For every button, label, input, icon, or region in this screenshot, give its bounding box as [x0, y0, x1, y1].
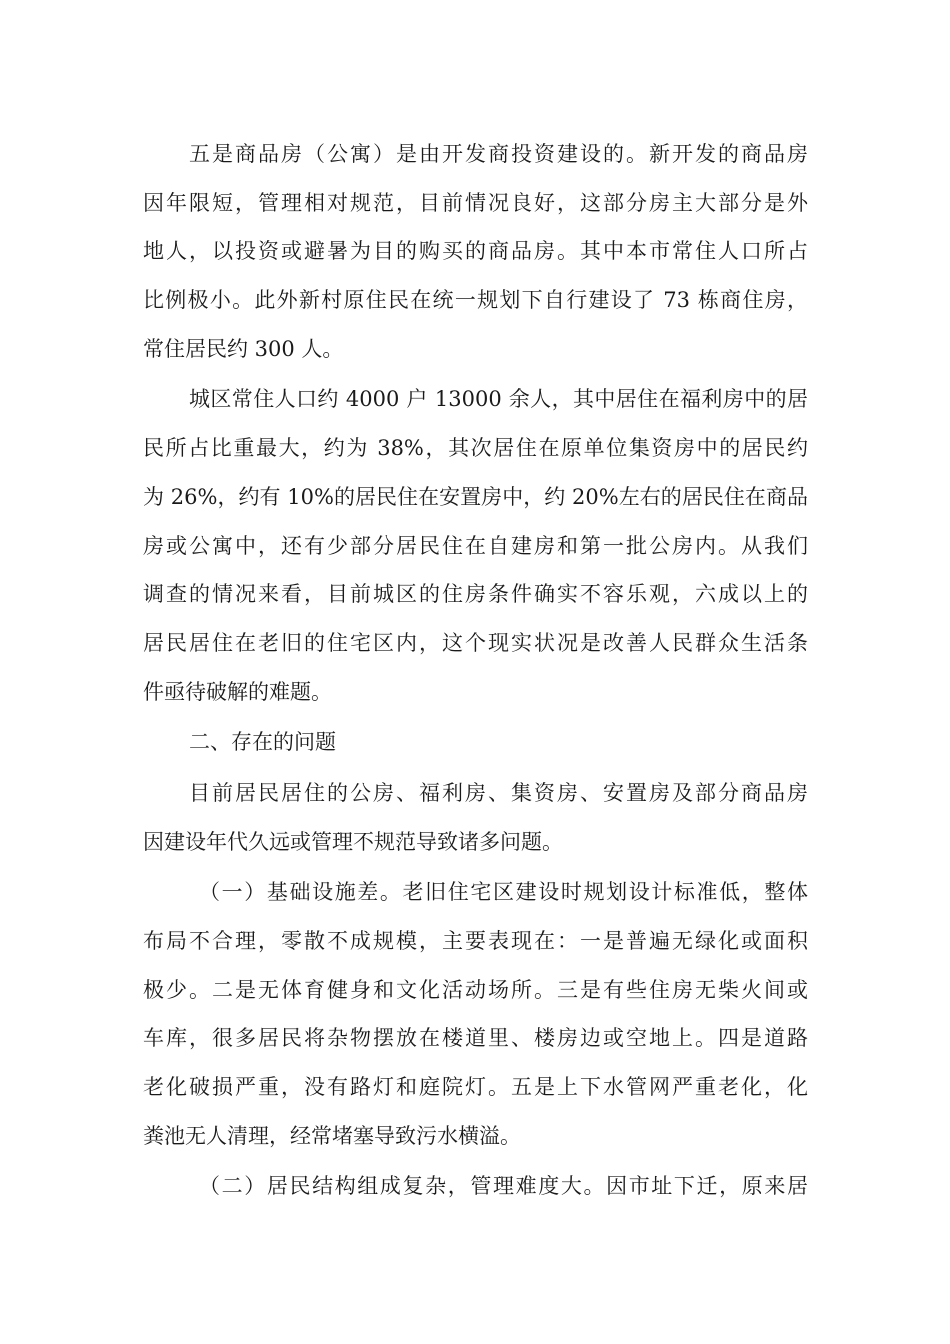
text-line: 老化破损严重，没有路灯和庭院灯。五是上下水管网严重老化，化 — [143, 1075, 808, 1100]
text-line: 因年限短，管理相对规范，目前情况良好，这部分房主大部分是外 — [143, 190, 808, 215]
text-line: 车库，很多居民将杂物摆放在楼道里、楼房边或空地上。四是道路 — [143, 1026, 808, 1051]
paragraph-commercial-housing — [143, 130, 808, 373]
text-line: 极少。二是无体育健身和文化活动场所。三是有些住房无柴火间或 — [143, 977, 808, 1002]
paragraph-population — [143, 375, 808, 716]
section-heading — [143, 718, 808, 767]
text-line: 布局不合理，零散不成规模，主要表现在：一是普遍无绿化或面积 — [143, 929, 808, 953]
text-line: 居民居住在老旧的住宅区内，这个现实状况是改善人民群众生活条 — [143, 630, 808, 655]
text-line: 为 26%，约有 10%的居民住在安置房中，约 20%左右的居民住在商品 — [143, 484, 808, 509]
text-line: 地人，以投资或避暑为目的购买的商品房。其中本市常住人口所占 — [143, 239, 808, 264]
text-line: 粪池无人清理，经常堵塞导致污水横溢。 — [143, 1123, 521, 1148]
text-line: 五是商品房（公寓）是由开发商投资建设的。新开发的商品房 — [189, 142, 808, 166]
text-line: 调查的情况来看，目前城区的住房条件确实不容乐观，六成以上的 — [143, 582, 808, 607]
heading-text: 二、存在的问题 — [189, 730, 336, 755]
text-line: 件亟待破解的难题。 — [143, 679, 332, 704]
text-line: 目前居民居住的公房、福利房、集资房、安置房及部分商品房 — [189, 780, 808, 805]
text-line: 因建设年代久远或管理不规范导致诸多问题。 — [143, 829, 563, 854]
text-line: 城区常住人口约 4000 户 13000 余人，其中居住在福利房中的居 — [189, 387, 808, 412]
text-line: 民所占比重最大，约为 38%，其次居住在原单位集资房中的居民约 — [143, 436, 808, 461]
paragraph-problems-intro — [143, 769, 808, 866]
text-line: 比例极小。此外新村原住民在统一规划下自行建设了 73 栋商住房， — [143, 288, 808, 313]
text-line: 房或公寓中，还有少部分居民住在自建房和第一批公房内。从我们 — [143, 533, 808, 558]
text-line: 常住居民约 300 人。 — [143, 336, 344, 361]
paragraph-resident-structure — [143, 1162, 808, 1211]
document-body — [143, 130, 808, 1211]
text-line: （二）居民结构组成复杂，管理难度大。因市址下迁，原来居 — [199, 1174, 808, 1199]
text-line: （一）基础设施差。老旧住宅区建设时规划设计标准低，整体 — [199, 880, 808, 905]
paragraph-infrastructure — [143, 868, 808, 1160]
